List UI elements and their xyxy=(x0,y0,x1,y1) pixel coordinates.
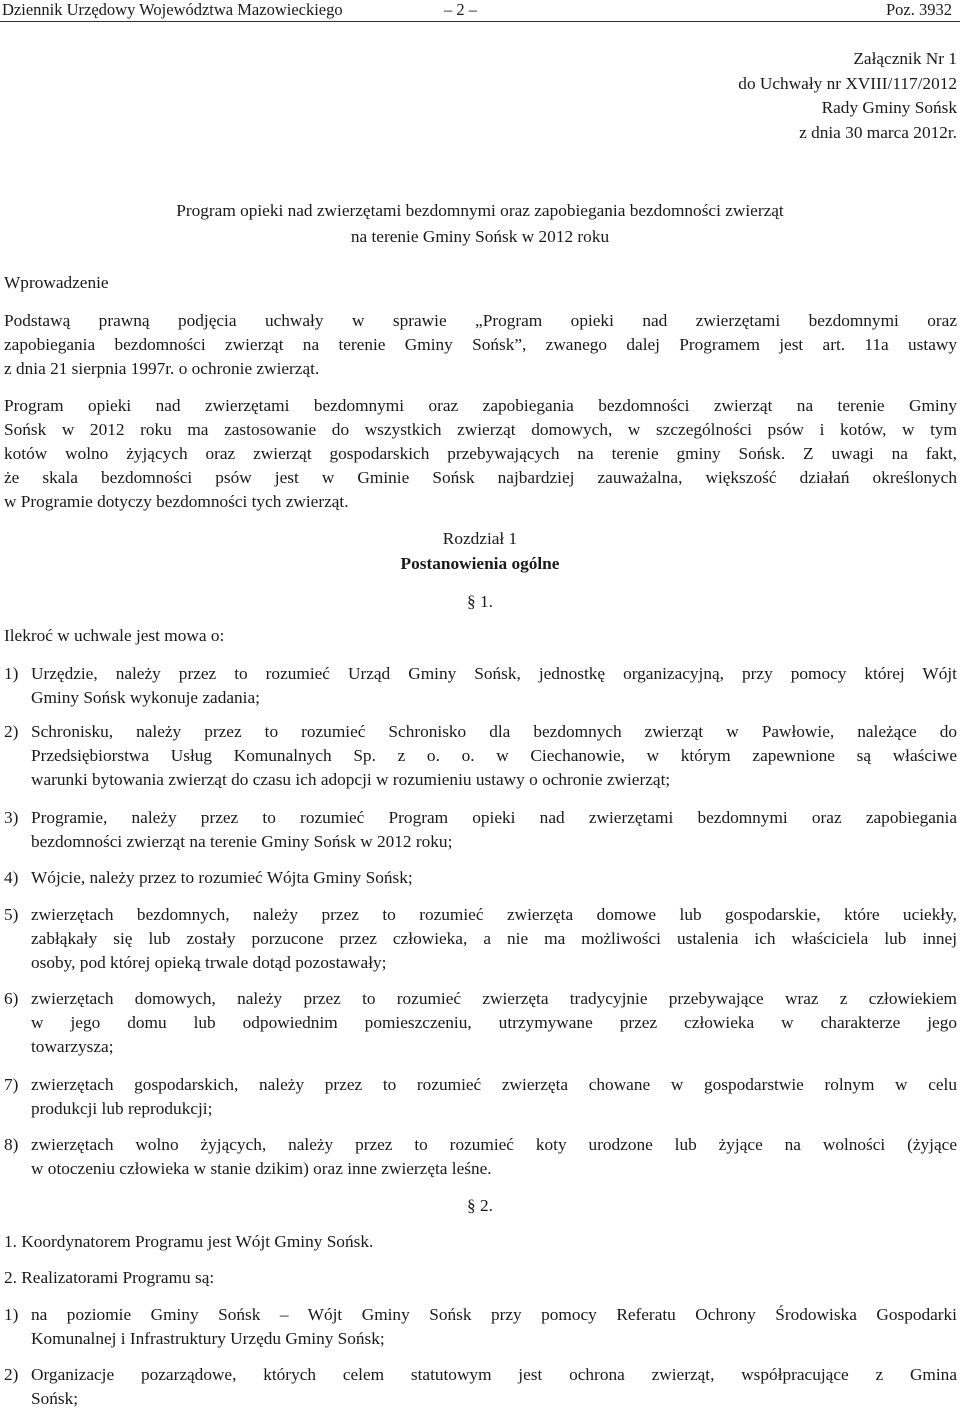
annex-line: Rady Gminy Sońsk xyxy=(821,98,957,117)
item-line: Organizacje pozarządowe, których celem statutowym jest ochrona zwierząt, współpracujące z Gmina xyxy=(31,1365,957,1384)
title-line: Program opieki nad zwierzętami bezdomnymi oraz zapobiegania bezdomności zwierząt xyxy=(176,201,784,220)
position-number: Poz. 3932 xyxy=(886,0,952,19)
item-line: produkcji lub reprodukcji; xyxy=(31,1099,213,1118)
item-line: zwierzętach domowych, należy przez to rozumieć zwierzęta tradycyjnie przebywające wraz z człowiekiem xyxy=(31,989,957,1008)
section-2-mark: § 2. xyxy=(467,1196,493,1215)
page-header xyxy=(0,0,960,22)
item-line: Wójcie, należy przez to rozumieć Wójta Gminy Sońsk; xyxy=(31,868,413,887)
coordinator-point: 1. Koordynatorem Programu jest Wójt Gminy Sońsk. xyxy=(4,1232,374,1251)
item-number: 1) xyxy=(4,1305,19,1324)
paragraph-scope xyxy=(4,394,957,514)
item-line: Programie, należy przez to rozumieć Program opieki nad zwierzętami bezdomnymi oraz zapobiegania xyxy=(31,808,957,827)
item-line: w jego domu lub odpowiednim pomieszczeniu, utrzymywane przez człowieka w charakterze jego xyxy=(31,1013,957,1032)
journal-name: Dziennik Urzędowy Województwa Mazowieckiego xyxy=(2,0,343,19)
section-1-mark: § 1. xyxy=(467,592,493,611)
item-line: warunki bytowania zwierząt do czasu ich adopcji w rozumieniu ustawy o ochronie zwierząt; xyxy=(31,770,671,789)
item-line: bezdomności zwierząt na terenie Gminy Sońsk w 2012 roku; xyxy=(31,832,453,851)
item-line: osoby, pod której opieką trwale dotąd pozostawały; xyxy=(31,953,387,972)
item-line: Przedsiębiorstwa Usług Komunalnych Sp. z o. o. w Ciechanowie, w którym zapewnione są właściwe xyxy=(31,746,957,765)
item-number: 3) xyxy=(4,808,19,827)
item-line: zabłąkały się lub zostały porzucone przez człowieka, a nie ma możliwości ustalenia ich właściciela lub innej xyxy=(31,929,957,948)
item-line: Sońsk; xyxy=(31,1389,79,1408)
chapter-label: Rozdział 1 xyxy=(442,529,518,548)
item-line: zwierzętach gospodarskich, należy przez to rozumieć zwierzęta chowane w gospodarstwie rolnym w celu xyxy=(31,1075,957,1094)
paragraph-line: zapobiegania bezdomności zwierząt na terenie Gminy Sońsk”, zwanego dalej Programem jest art. 11a ustawy xyxy=(4,335,957,354)
item-line: w otoczeniu człowieka w stanie dzikim) oraz inne zwierzęta leśne. xyxy=(31,1159,492,1178)
document-title xyxy=(0,198,960,249)
item-number: 4) xyxy=(4,868,19,887)
item-number: 1) xyxy=(4,664,19,683)
paragraph-line: Sońsk w 2012 roku ma zastosowanie do wszystkich zwierząt domowych, w szczególności psów i kotów, w tym xyxy=(4,420,957,439)
item-line: Urzędzie, należy przez to rozumieć Urząd Gminy Sońsk, jednostkę organizacyjną, przy pomocy której Wójt xyxy=(31,664,957,683)
realizers-point: 2. Realizatorami Programu są: xyxy=(4,1268,215,1287)
paragraph-line: kotów wolno żyjących oraz zwierząt gospodarskich przebywających na terenie gminy Sońsk. Z uwagi na fakt, xyxy=(4,444,957,463)
chapter-name: Postanowienia ogólne xyxy=(400,554,560,573)
definitions-intro: Ilekroć w uchwale jest mowa o: xyxy=(4,626,225,645)
item-line: towarzysza; xyxy=(31,1037,114,1056)
item-line: Schronisku, należy przez to rozumieć Schronisko dla bezdomnych zwierząt w Pawłowie, należące do xyxy=(31,722,957,741)
annex-block xyxy=(738,47,957,145)
paragraph-legal-basis xyxy=(4,309,957,381)
intro-heading: Wprowadzenie xyxy=(4,273,109,292)
paragraph-line: Program opieki nad zwierzętami bezdomnymi oraz zapobiegania bezdomności zwierząt na terenie Gminy xyxy=(4,396,957,415)
annex-line: do Uchwały nr XVIII/117/2012 xyxy=(738,73,957,93)
paragraph-line: Podstawą prawną podjęcia uchwały w sprawie „Program opieki nad zwierzętami bezdomnymi oraz xyxy=(4,311,957,330)
item-number: 7) xyxy=(4,1075,19,1094)
annex-line: Załącznik Nr 1 xyxy=(853,49,957,68)
item-line: Komunalnej i Infrastruktury Urzędu Gminy Sońsk; xyxy=(31,1329,385,1348)
header-rule xyxy=(0,21,960,22)
item-number: 8) xyxy=(4,1135,19,1154)
item-number: 2) xyxy=(4,722,19,741)
paragraph-line: że skala bezdomności psów jest w Gminie Sońsk najbardziej zauważalna, większość działań określonych xyxy=(4,468,957,487)
title-line: na terenie Gminy Sońsk w 2012 roku xyxy=(350,226,610,246)
item-line: zwierzętach wolno żyjących, należy przez to rozumieć koty urodzone lub żyjące na wolności (żyjące xyxy=(31,1135,957,1154)
item-line: zwierzętach bezdomnych, należy przez to rozumieć zwierzęta domowe lub gospodarskie, które uciekły, xyxy=(31,905,957,924)
item-number: 5) xyxy=(4,905,19,924)
annex-line: z dnia 30 marca 2012r. xyxy=(799,122,957,142)
paragraph-line: w Programie dotyczy bezdomności tych zwierząt. xyxy=(4,492,349,511)
item-line: na poziomie Gminy Sońsk – Wójt Gminy Sońsk przy pomocy Referatu Ochrony Środowiska Gospodarki xyxy=(31,1305,957,1324)
paragraph-line: z dnia 21 sierpnia 1997r. o ochronie zwierząt. xyxy=(4,359,320,378)
item-number: 6) xyxy=(4,989,19,1008)
item-line: Gminy Sońsk wykonuje zadania; xyxy=(31,688,260,707)
item-number: 2) xyxy=(4,1365,19,1384)
page-number: – 2 – xyxy=(444,0,477,19)
